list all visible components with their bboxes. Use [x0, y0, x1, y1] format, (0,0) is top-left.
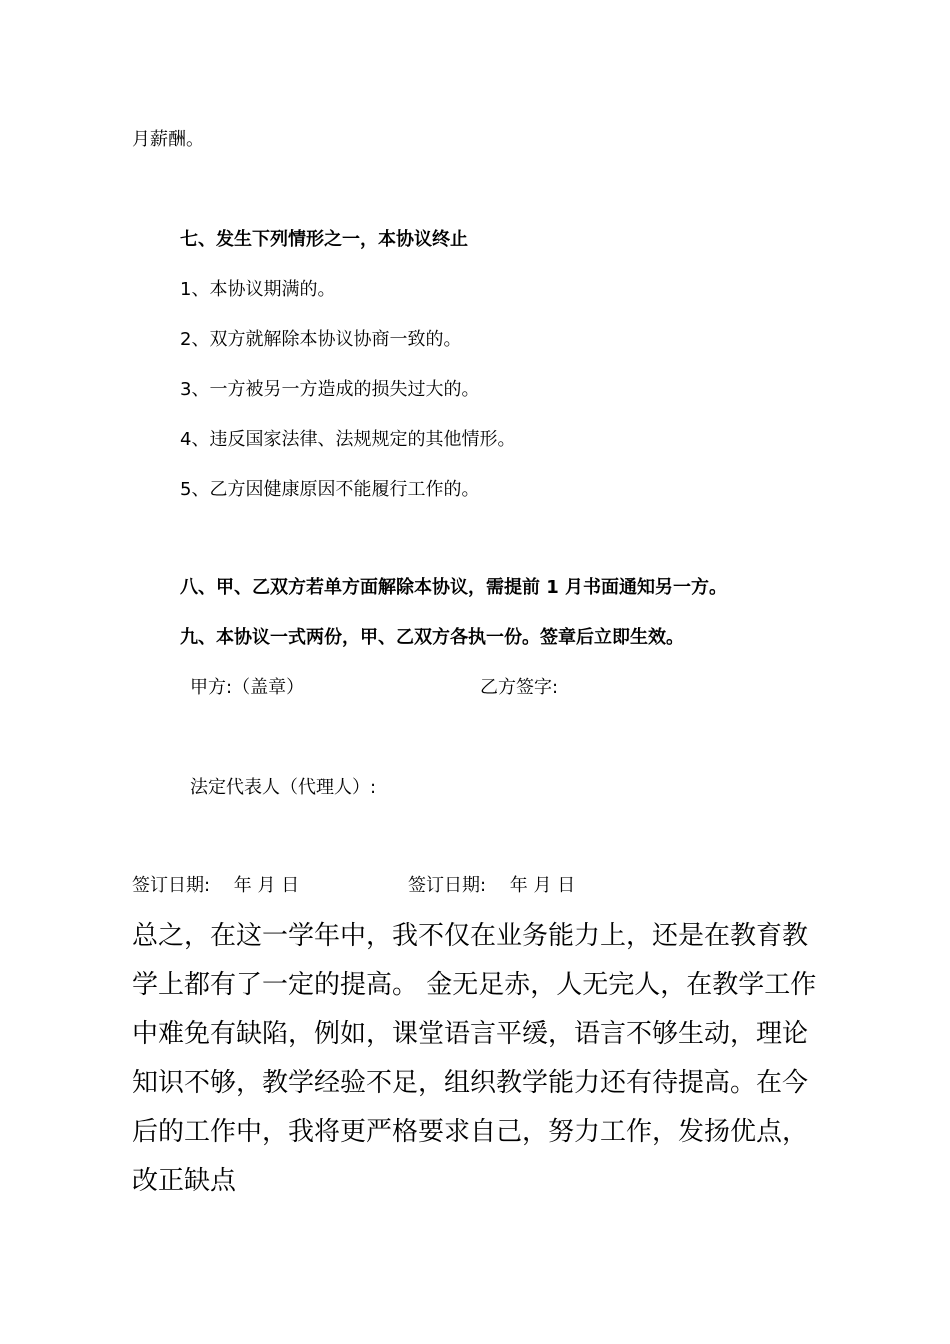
summary-line: 改正缺点 — [132, 1166, 237, 1196]
signing-date-b: 签订日期: 年 月 日 — [408, 875, 576, 896]
section7-item-2: 2、双方就解除本协议协商一致的。 — [180, 329, 462, 350]
carryover-text: 月薪酬。 — [132, 129, 204, 150]
section7-item-1: 1、本协议期满的。 — [180, 279, 336, 300]
signing-date-a: 签订日期: 年 月 日 — [132, 875, 300, 896]
summary-line: 知识不够，教学经验不足，组织教学能力还有待提高。在今 — [132, 1068, 809, 1098]
summary-line: 后的工作中，我将更严格要求自己，努力工作，发扬优点， — [132, 1117, 809, 1147]
section7-item-4: 4、违反国家法律、法规规定的其他情形。 — [180, 429, 516, 450]
party-a-seal-label: 甲方:（盖章） — [190, 677, 305, 698]
summary-line: 中难免有缺陷，例如，课堂语言平缓，语言不够生动，理论 — [132, 1019, 809, 1049]
section7-item-3: 3、一方被另一方造成的损失过大的。 — [180, 379, 480, 400]
summary-line: 学上都有了一定的提高。 金无足赤，人无完人，在教学工作 — [132, 970, 817, 1000]
section9-clause: 九、本协议一式两份，甲、乙双方各执一份。签章后立即生效。 — [180, 627, 684, 648]
legal-representative-label: 法定代表人（代理人）: — [190, 777, 377, 798]
section8-clause: 八、甲、乙双方若单方面解除本协议，需提前 1 月书面通知另一方。 — [180, 577, 728, 598]
section7-item-5: 5、乙方因健康原因不能履行工作的。 — [180, 479, 480, 500]
summary-line: 总之，在这一学年中，我不仅在业务能力上，还是在教育教 — [132, 921, 809, 951]
summary-paragraph — [132, 912, 832, 1206]
party-b-signature-label: 乙方签字: — [480, 677, 559, 698]
section7-heading: 七、发生下列情形之一，本协议终止 — [180, 229, 468, 250]
